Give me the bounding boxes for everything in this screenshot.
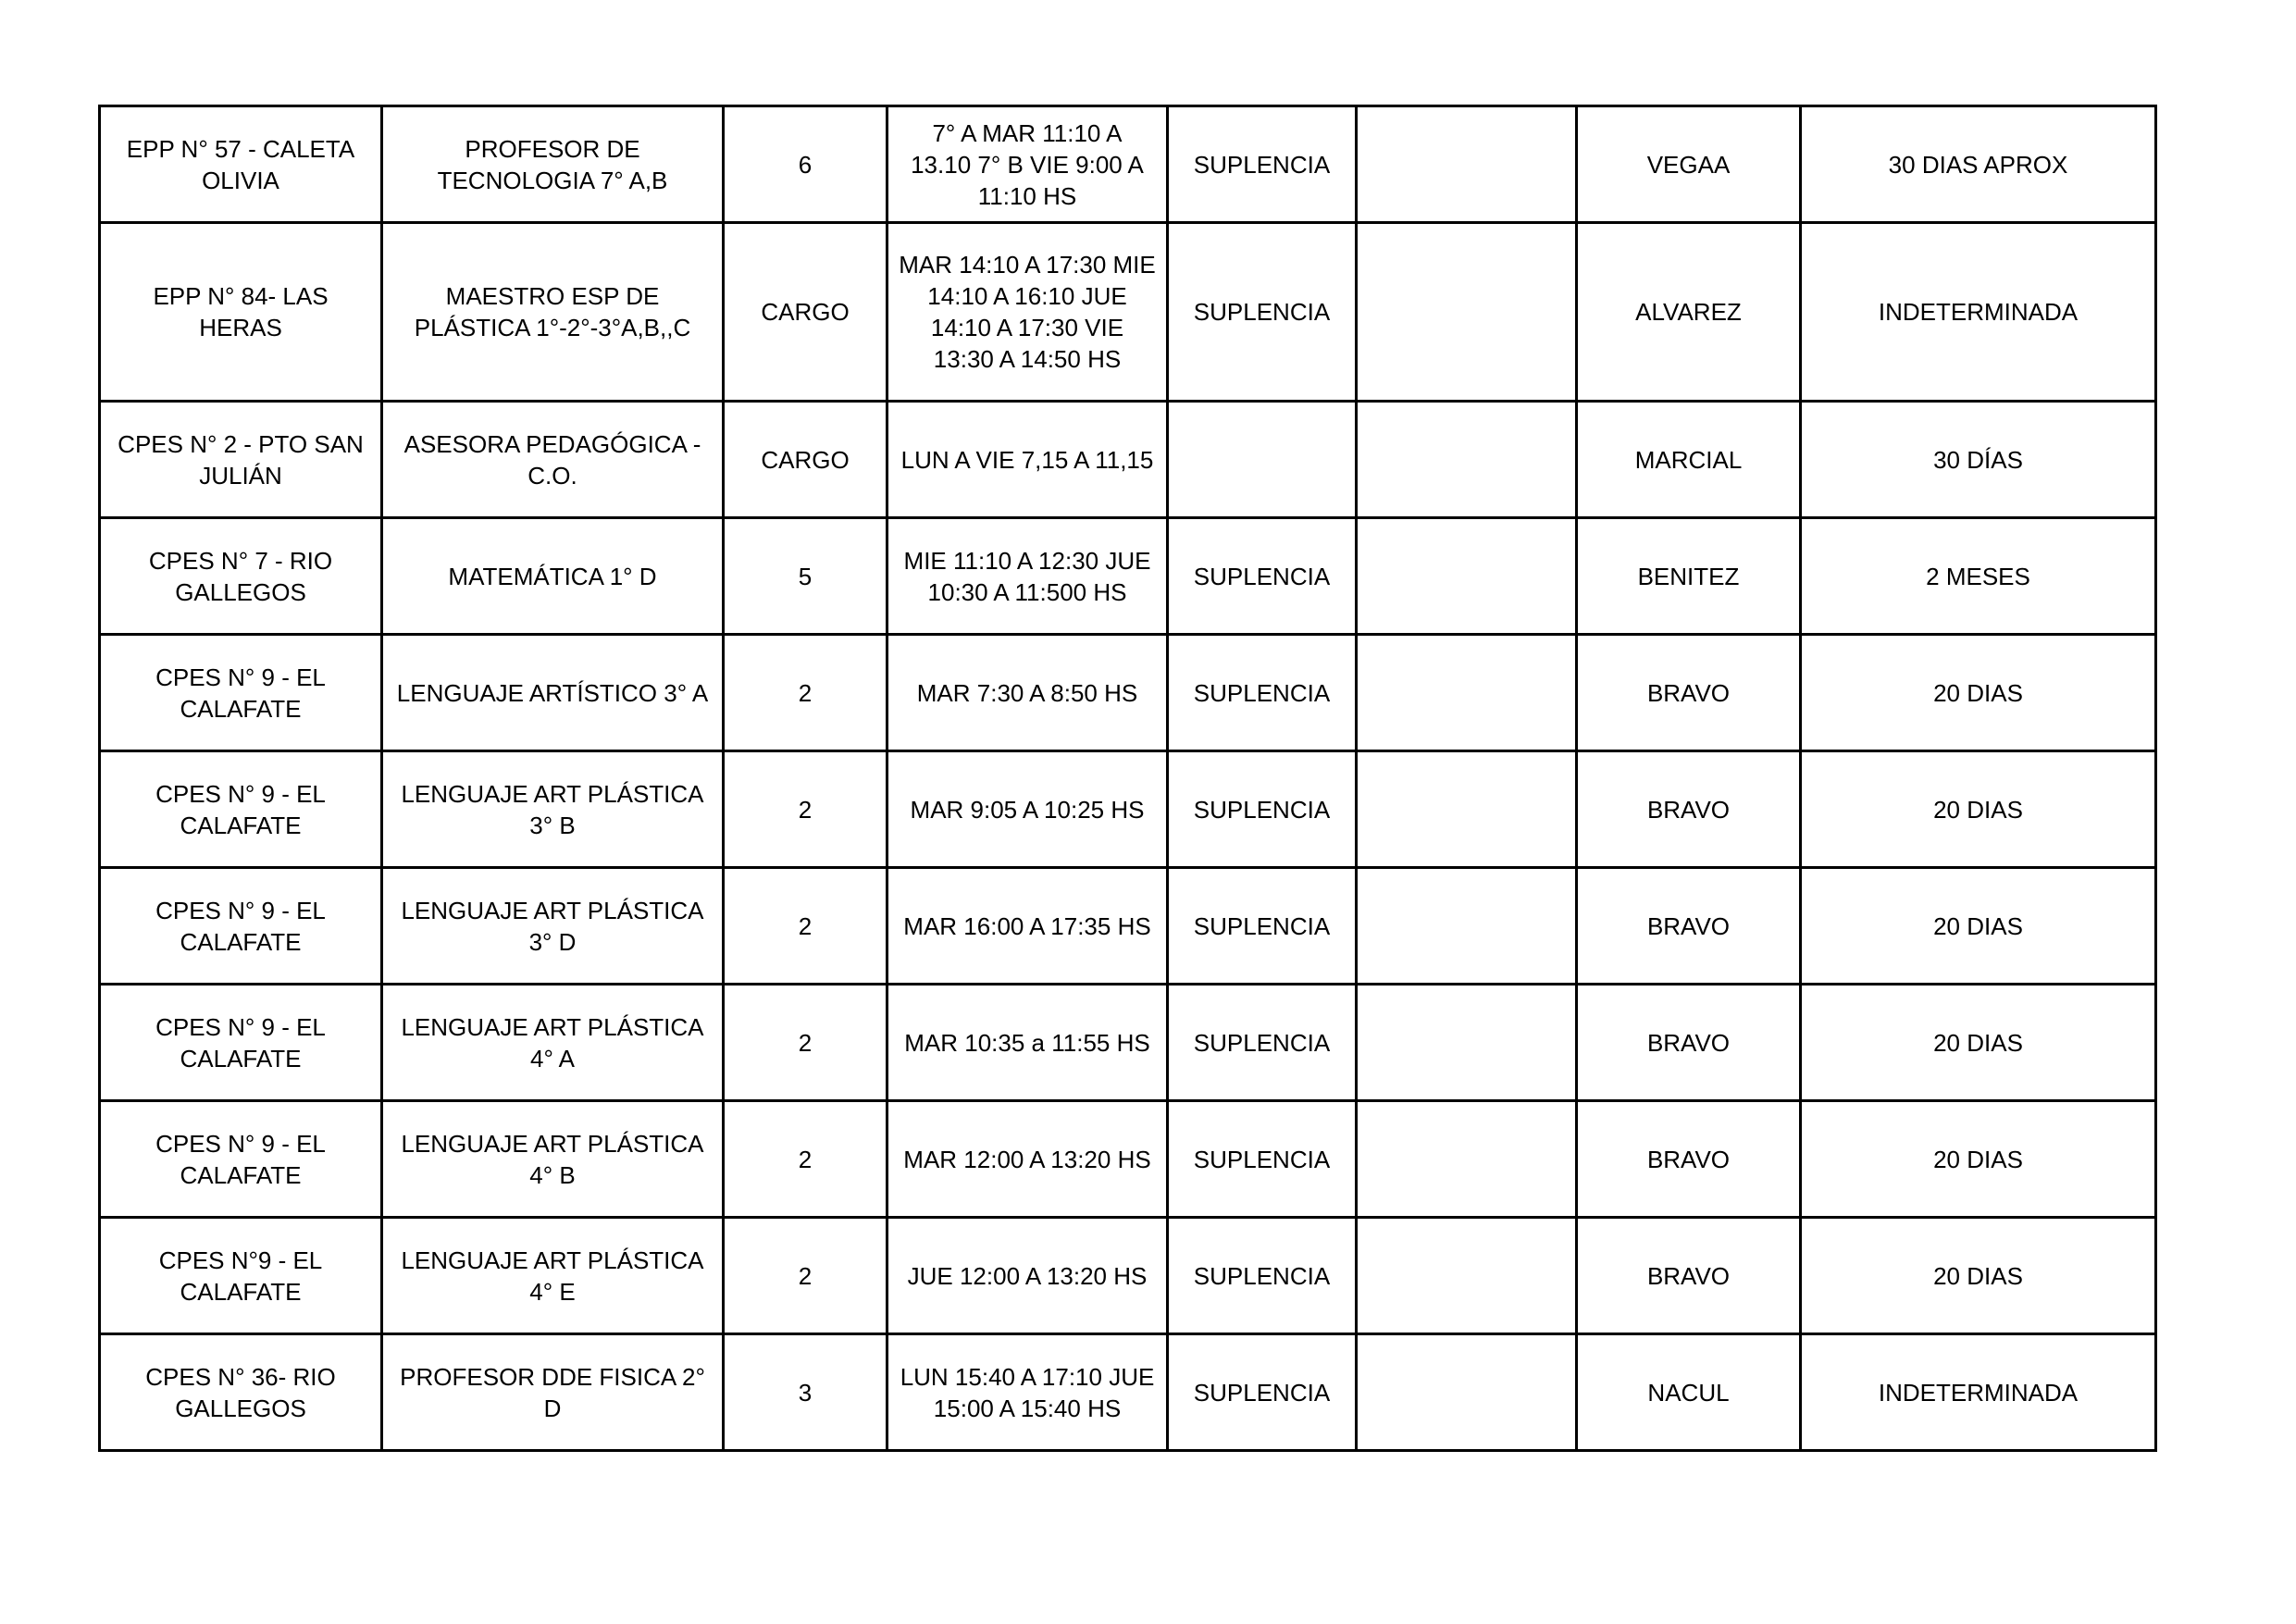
name-cell: BRAVO: [1577, 1218, 1801, 1334]
school-cell: CPES N° 9 - EL CALAFATE: [100, 985, 382, 1101]
position-cell: MAESTRO ESP DE PLÁSTICA 1°-2°-3°A,B,,C: [382, 223, 724, 402]
blank-cell: [1357, 223, 1577, 402]
blank-cell: [1357, 1334, 1577, 1451]
position-cell: LENGUAJE ARTÍSTICO 3° A: [382, 635, 724, 751]
name-cell: NACUL: [1577, 1334, 1801, 1451]
hours-cell: 2: [724, 751, 887, 868]
school-cell: CPES N°9 - EL CALAFATE: [100, 1218, 382, 1334]
schedule-cell: MAR 10:35 a 11:55 HS: [887, 985, 1168, 1101]
blank-cell: [1357, 868, 1577, 985]
table-row: [100, 518, 2156, 635]
name-cell: ALVAREZ: [1577, 223, 1801, 402]
school-cell: CPES N° 36- RIO GALLEGOS: [100, 1334, 382, 1451]
position-cell: LENGUAJE ART PLÁSTICA 4° E: [382, 1218, 724, 1334]
duration-cell: 20 DIAS: [1801, 1101, 2156, 1218]
position-cell: LENGUAJE ART PLÁSTICA 3° D: [382, 868, 724, 985]
table-row: [100, 223, 2156, 402]
blank-cell: [1357, 985, 1577, 1101]
name-cell: MARCIAL: [1577, 402, 1801, 518]
duration-cell: 30 DÍAS: [1801, 402, 2156, 518]
hours-cell: CARGO: [724, 402, 887, 518]
table-body: [100, 106, 2156, 1451]
hours-cell: 6: [724, 106, 887, 223]
hours-cell: 2: [724, 1218, 887, 1334]
type-cell: SUPLENCIA: [1168, 223, 1357, 402]
duration-cell: 2 MESES: [1801, 518, 2156, 635]
duration-cell: INDETERMINADA: [1801, 223, 2156, 402]
hours-cell: 2: [724, 1101, 887, 1218]
type-cell: SUPLENCIA: [1168, 868, 1357, 985]
duration-cell: 20 DIAS: [1801, 751, 2156, 868]
school-cell: CPES N° 9 - EL CALAFATE: [100, 1101, 382, 1218]
hours-cell: 2: [724, 868, 887, 985]
table-row: [100, 868, 2156, 985]
type-cell: [1168, 402, 1357, 518]
schedule-cell: MIE 11:10 A 12:30 JUE 10:30 A 11:500 HS: [887, 518, 1168, 635]
hours-cell: 2: [724, 985, 887, 1101]
table-row: [100, 985, 2156, 1101]
position-cell: MATEMÁTICA 1° D: [382, 518, 724, 635]
position-cell: LENGUAJE ART PLÁSTICA 3° B: [382, 751, 724, 868]
type-cell: SUPLENCIA: [1168, 751, 1357, 868]
hours-cell: 2: [724, 635, 887, 751]
hours-cell: 3: [724, 1334, 887, 1451]
name-cell: BRAVO: [1577, 868, 1801, 985]
duration-cell: INDETERMINADA: [1801, 1334, 2156, 1451]
position-cell: LENGUAJE ART PLÁSTICA 4° B: [382, 1101, 724, 1218]
hours-cell: 5: [724, 518, 887, 635]
table-row: [100, 1218, 2156, 1334]
schedule-cell: LUN A VIE 7,15 A 11,15: [887, 402, 1168, 518]
table-row: [100, 106, 2156, 223]
name-cell: BRAVO: [1577, 751, 1801, 868]
blank-cell: [1357, 518, 1577, 635]
position-cell: LENGUAJE ART PLÁSTICA 4° A: [382, 985, 724, 1101]
type-cell: SUPLENCIA: [1168, 1334, 1357, 1451]
blank-cell: [1357, 402, 1577, 518]
name-cell: BENITEZ: [1577, 518, 1801, 635]
type-cell: SUPLENCIA: [1168, 1218, 1357, 1334]
table-row: [100, 751, 2156, 868]
type-cell: SUPLENCIA: [1168, 1101, 1357, 1218]
school-cell: CPES N° 7 - RIO GALLEGOS: [100, 518, 382, 635]
blank-cell: [1357, 635, 1577, 751]
duration-cell: 20 DIAS: [1801, 868, 2156, 985]
schedule-cell: LUN 15:40 A 17:10 JUE 15:00 A 15:40 HS: [887, 1334, 1168, 1451]
name-cell: BRAVO: [1577, 985, 1801, 1101]
table-row: [100, 402, 2156, 518]
type-cell: SUPLENCIA: [1168, 635, 1357, 751]
table-row: [100, 635, 2156, 751]
schedule-cell: 7° A MAR 11:10 A 13.10 7° B VIE 9:00 A 11:10 HS: [887, 106, 1168, 223]
position-cell: PROFESOR DDE FISICA 2° D: [382, 1334, 724, 1451]
type-cell: SUPLENCIA: [1168, 985, 1357, 1101]
duration-cell: 30 DIAS APROX: [1801, 106, 2156, 223]
duration-cell: 20 DIAS: [1801, 985, 2156, 1101]
duration-cell: 20 DIAS: [1801, 1218, 2156, 1334]
type-cell: SUPLENCIA: [1168, 106, 1357, 223]
school-cell: CPES N° 9 - EL CALAFATE: [100, 751, 382, 868]
school-cell: EPP N° 84- LAS HERAS: [100, 223, 382, 402]
duration-cell: 20 DIAS: [1801, 635, 2156, 751]
name-cell: BRAVO: [1577, 1101, 1801, 1218]
position-cell: PROFESOR DE TECNOLOGIA 7° A,B: [382, 106, 724, 223]
schedule-cell: MAR 14:10 A 17:30 MIE 14:10 A 16:10 JUE 14:10 A 17:30 VIE 13:30 A 14:50 HS: [887, 223, 1168, 402]
schedule-cell: MAR 16:00 A 17:35 HS: [887, 868, 1168, 985]
schedule-cell: MAR 12:00 A 13:20 HS: [887, 1101, 1168, 1218]
name-cell: BRAVO: [1577, 635, 1801, 751]
table-row: [100, 1334, 2156, 1451]
schedule-cell: JUE 12:00 A 13:20 HS: [887, 1218, 1168, 1334]
blank-cell: [1357, 1218, 1577, 1334]
blank-cell: [1357, 106, 1577, 223]
blank-cell: [1357, 751, 1577, 868]
blank-cell: [1357, 1101, 1577, 1218]
table-row: [100, 1101, 2156, 1218]
name-cell: VEGAA: [1577, 106, 1801, 223]
school-cell: EPP N° 57 - CALETA OLIVIA: [100, 106, 382, 223]
schedule-cell: MAR 7:30 A 8:50 HS: [887, 635, 1168, 751]
school-cell: CPES N° 9 - EL CALAFATE: [100, 868, 382, 985]
schedule-cell: MAR 9:05 A 10:25 HS: [887, 751, 1168, 868]
school-cell: CPES N° 2 - PTO SAN JULIÁN: [100, 402, 382, 518]
school-cell: CPES N° 9 - EL CALAFATE: [100, 635, 382, 751]
position-cell: ASESORA PEDAGÓGICA - C.O.: [382, 402, 724, 518]
type-cell: SUPLENCIA: [1168, 518, 1357, 635]
vacancy-table: [98, 105, 2157, 1452]
hours-cell: CARGO: [724, 223, 887, 402]
